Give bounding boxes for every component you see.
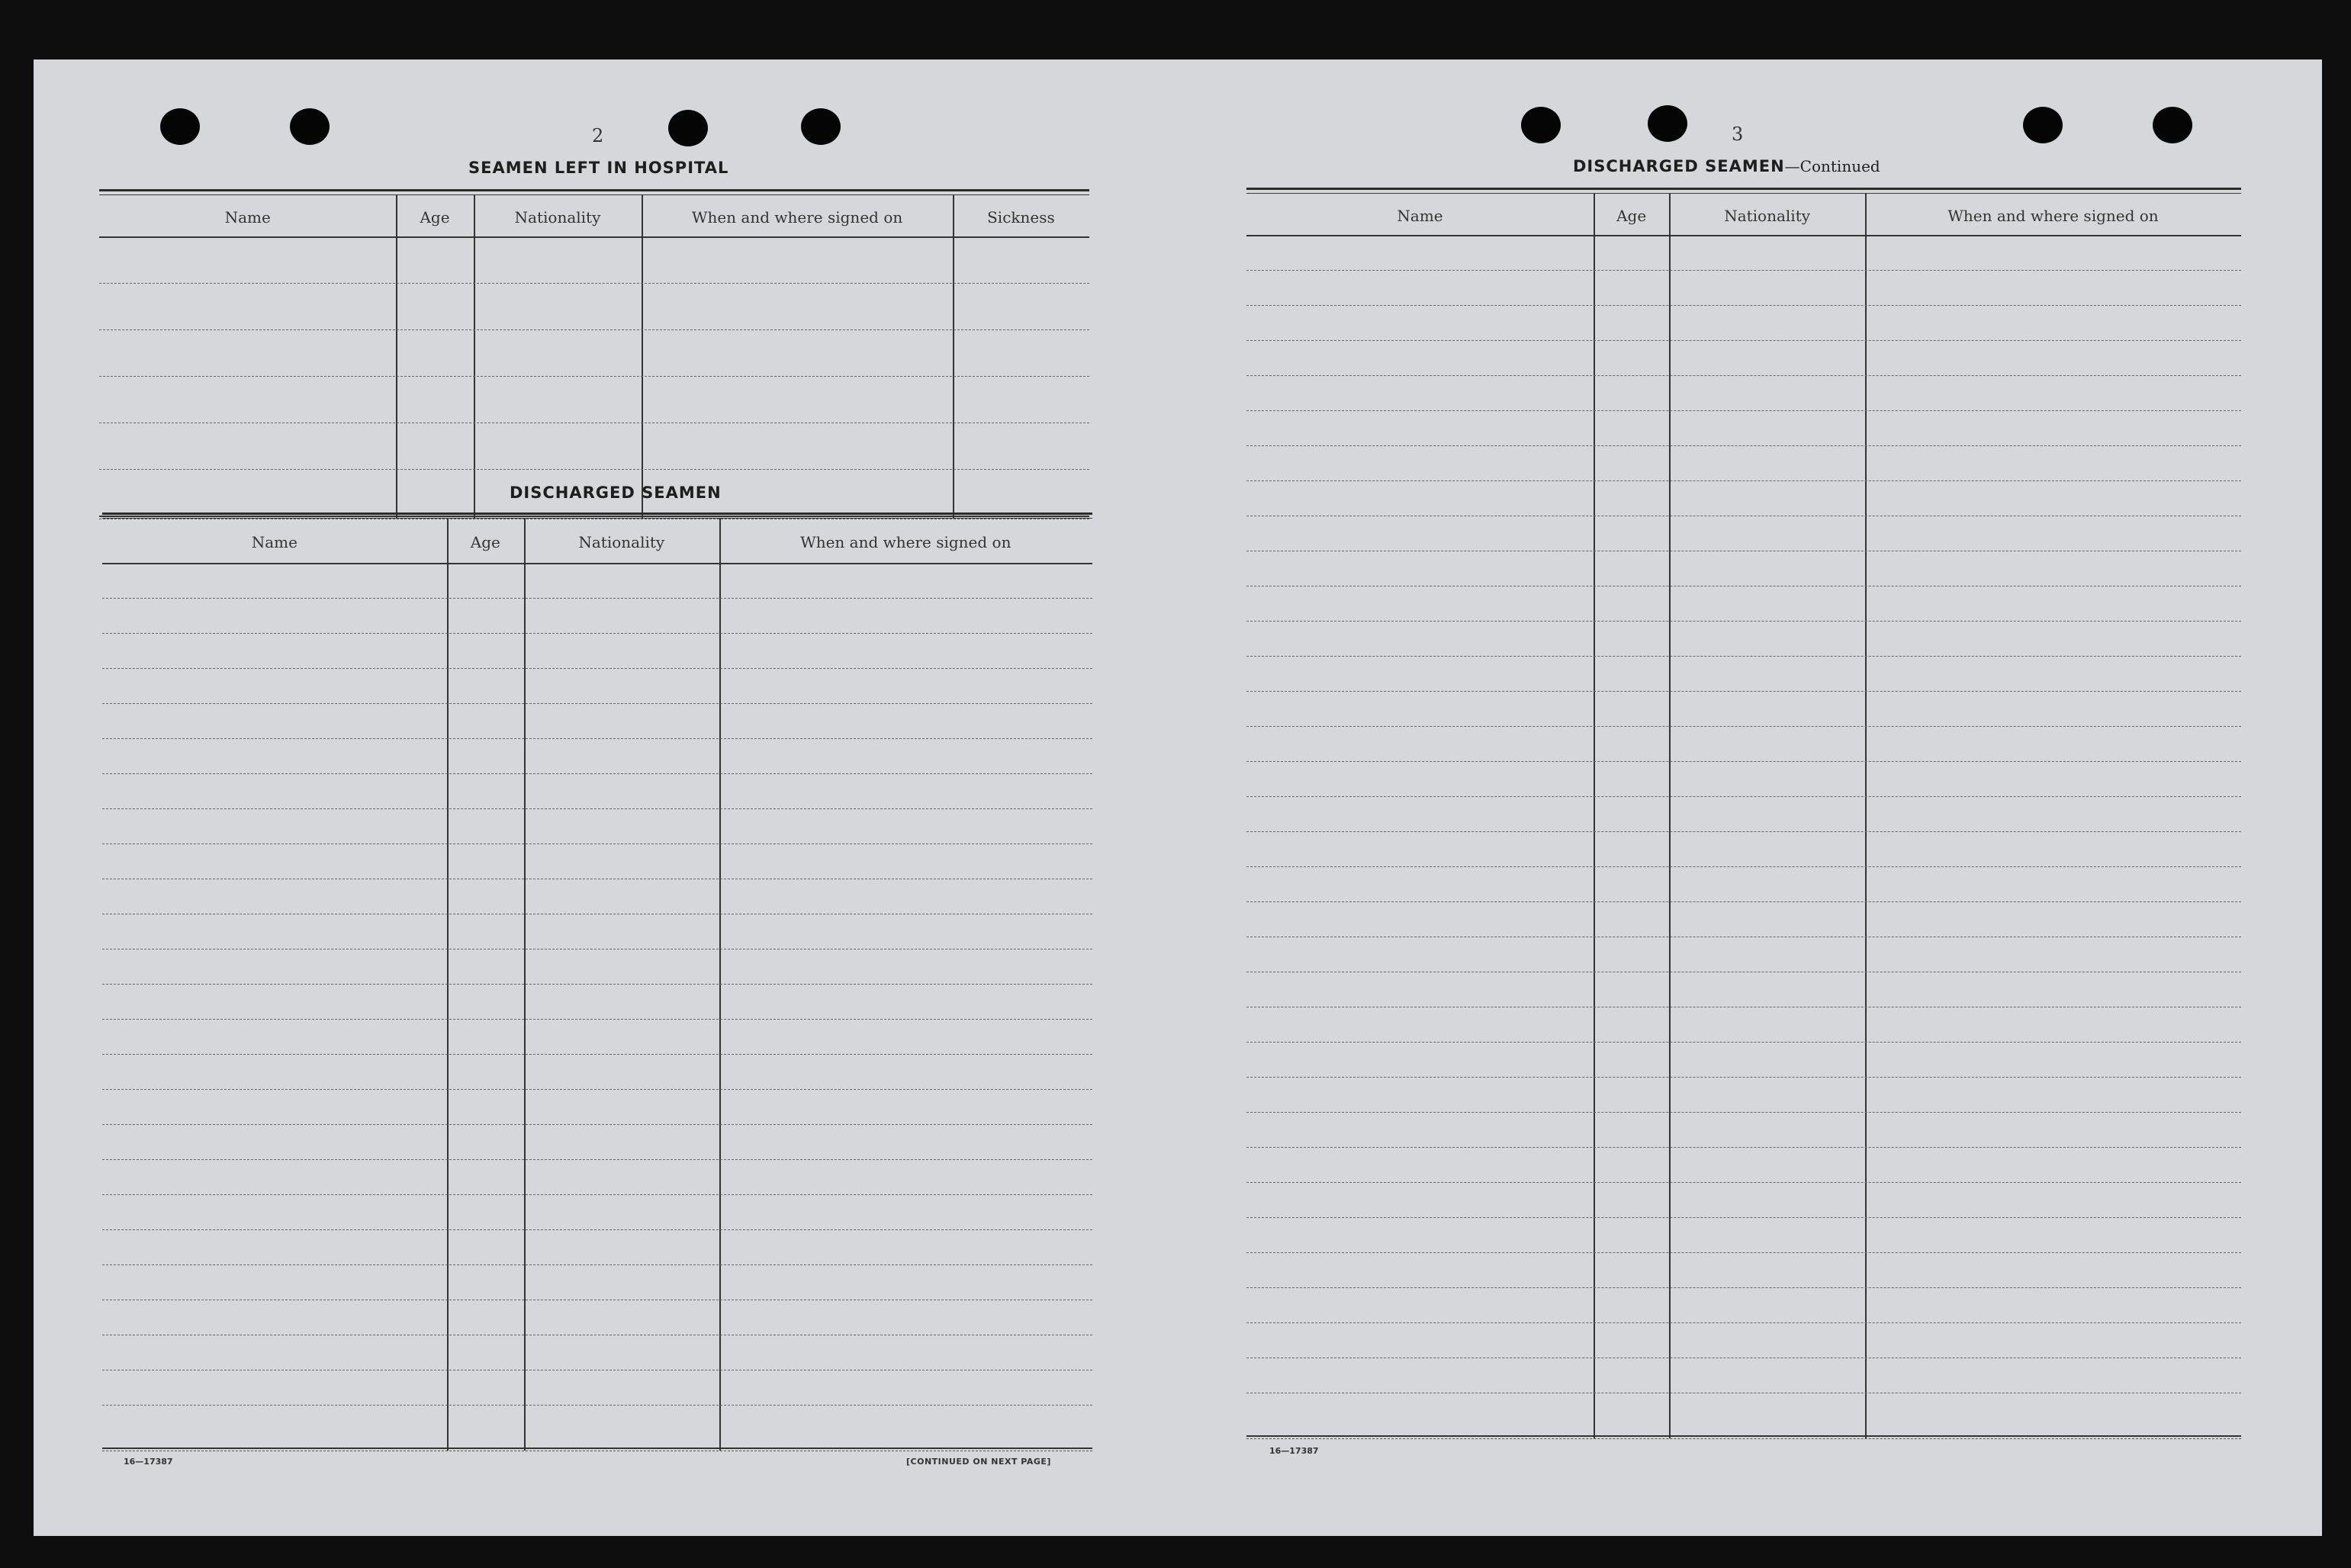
column-divider xyxy=(447,519,449,1451)
column-divider xyxy=(719,519,721,1451)
row-line xyxy=(1246,691,2241,692)
row-line xyxy=(1246,866,2241,867)
row-line xyxy=(1246,1077,2241,1078)
row-line xyxy=(102,1089,1092,1090)
row-line xyxy=(102,633,1092,634)
punch-hole xyxy=(2023,107,2063,143)
continuation-note: [CONTINUED ON NEXT PAGE] xyxy=(906,1457,1051,1467)
row-line xyxy=(1246,1112,2241,1113)
column-header: When and where signed on xyxy=(1947,207,2159,225)
form-number: 16—17387 xyxy=(1269,1446,1319,1456)
page-number: 2 xyxy=(592,125,604,146)
punch-hole xyxy=(1521,107,1561,143)
row-line xyxy=(99,376,1089,377)
form-number: 16—17387 xyxy=(124,1457,173,1467)
form-sheet xyxy=(34,59,2322,1536)
row-line xyxy=(102,1229,1092,1230)
punch-hole xyxy=(2153,107,2192,143)
row-line xyxy=(1246,726,2241,727)
table-top-rule xyxy=(102,512,1092,515)
column-header: Name xyxy=(251,533,297,551)
punch-hole xyxy=(801,108,841,145)
row-line xyxy=(102,843,1092,844)
row-line xyxy=(1246,480,2241,481)
table-bottom-rule xyxy=(1246,1435,2241,1437)
row-line xyxy=(1246,656,2241,657)
column-header: Name xyxy=(224,208,271,227)
row-line xyxy=(1246,1287,2241,1288)
punch-hole xyxy=(290,108,330,145)
table-bottom-rule xyxy=(102,1448,1092,1449)
discharged-continued-title-main: DISCHARGED SEAMEN xyxy=(1573,157,1785,175)
row-line xyxy=(102,1124,1092,1125)
table-top-rule-inner xyxy=(1246,193,2241,194)
column-header: Age xyxy=(470,533,500,551)
column-divider xyxy=(524,519,526,1451)
punch-hole xyxy=(668,110,708,146)
row-line xyxy=(99,283,1089,284)
row-line xyxy=(102,773,1092,774)
discharged-section-title: DISCHARGED SEAMEN xyxy=(510,484,722,502)
row-line xyxy=(1246,1182,2241,1183)
row-line xyxy=(99,469,1089,470)
row-line xyxy=(1246,1147,2241,1148)
header-bottom-rule xyxy=(99,236,1089,238)
row-line xyxy=(1246,796,2241,797)
row-line xyxy=(102,598,1092,599)
header-bottom-rule xyxy=(1246,235,2241,236)
table-top-rule xyxy=(99,189,1089,191)
row-line xyxy=(1246,1217,2241,1218)
column-header: When and where signed on xyxy=(800,533,1011,551)
row-line xyxy=(102,1159,1092,1160)
row-line xyxy=(1246,621,2241,622)
header-bottom-rule xyxy=(102,563,1092,564)
row-line xyxy=(1246,761,2241,762)
row-line xyxy=(102,1054,1092,1055)
row-line xyxy=(1246,1252,2241,1253)
table-top-rule-inner xyxy=(99,194,1089,195)
hospital-table xyxy=(99,189,1089,519)
row-line xyxy=(99,329,1089,330)
row-line xyxy=(102,984,1092,985)
row-line xyxy=(102,1019,1092,1020)
row-line xyxy=(1246,340,2241,341)
row-line xyxy=(1246,410,2241,411)
row-line xyxy=(1246,1042,2241,1043)
column-divider xyxy=(953,195,954,519)
row-line xyxy=(102,1405,1092,1406)
column-divider xyxy=(474,195,475,519)
punch-hole xyxy=(1648,105,1687,142)
row-line xyxy=(1246,901,2241,902)
row-line xyxy=(1246,831,2241,832)
table-top-rule-inner xyxy=(102,518,1092,519)
column-divider xyxy=(642,195,643,519)
row-line xyxy=(102,1264,1092,1265)
row-line xyxy=(1246,445,2241,446)
row-line xyxy=(1246,270,2241,271)
continued-suffix: —Continued xyxy=(1784,157,1880,175)
column-header: Name xyxy=(1397,207,1443,225)
column-header: Nationality xyxy=(578,533,665,551)
row-line xyxy=(1246,305,2241,306)
column-header: Sickness xyxy=(987,208,1055,227)
column-header: When and where signed on xyxy=(691,208,903,227)
table-bottom-rule-dashed xyxy=(1246,1438,2241,1439)
row-line xyxy=(1246,375,2241,376)
punch-hole xyxy=(160,108,200,145)
discharged-continued-title xyxy=(1573,157,1880,175)
page-number: 3 xyxy=(1732,124,1744,145)
row-line xyxy=(102,668,1092,669)
column-header: Age xyxy=(1616,207,1647,225)
discharged-continued-table xyxy=(1246,188,2241,1438)
column-header: Age xyxy=(420,208,450,227)
row-line xyxy=(102,738,1092,739)
column-header: Nationality xyxy=(1724,207,1811,225)
discharged-table xyxy=(102,512,1092,1451)
row-line xyxy=(102,808,1092,809)
row-line xyxy=(102,703,1092,704)
hospital-section-title: SEAMEN LEFT IN HOSPITAL xyxy=(468,159,729,177)
table-top-rule xyxy=(1246,188,2241,190)
column-divider xyxy=(396,195,397,519)
row-line xyxy=(1246,1322,2241,1323)
column-header: Nationality xyxy=(514,208,601,227)
row-line xyxy=(102,1194,1092,1195)
